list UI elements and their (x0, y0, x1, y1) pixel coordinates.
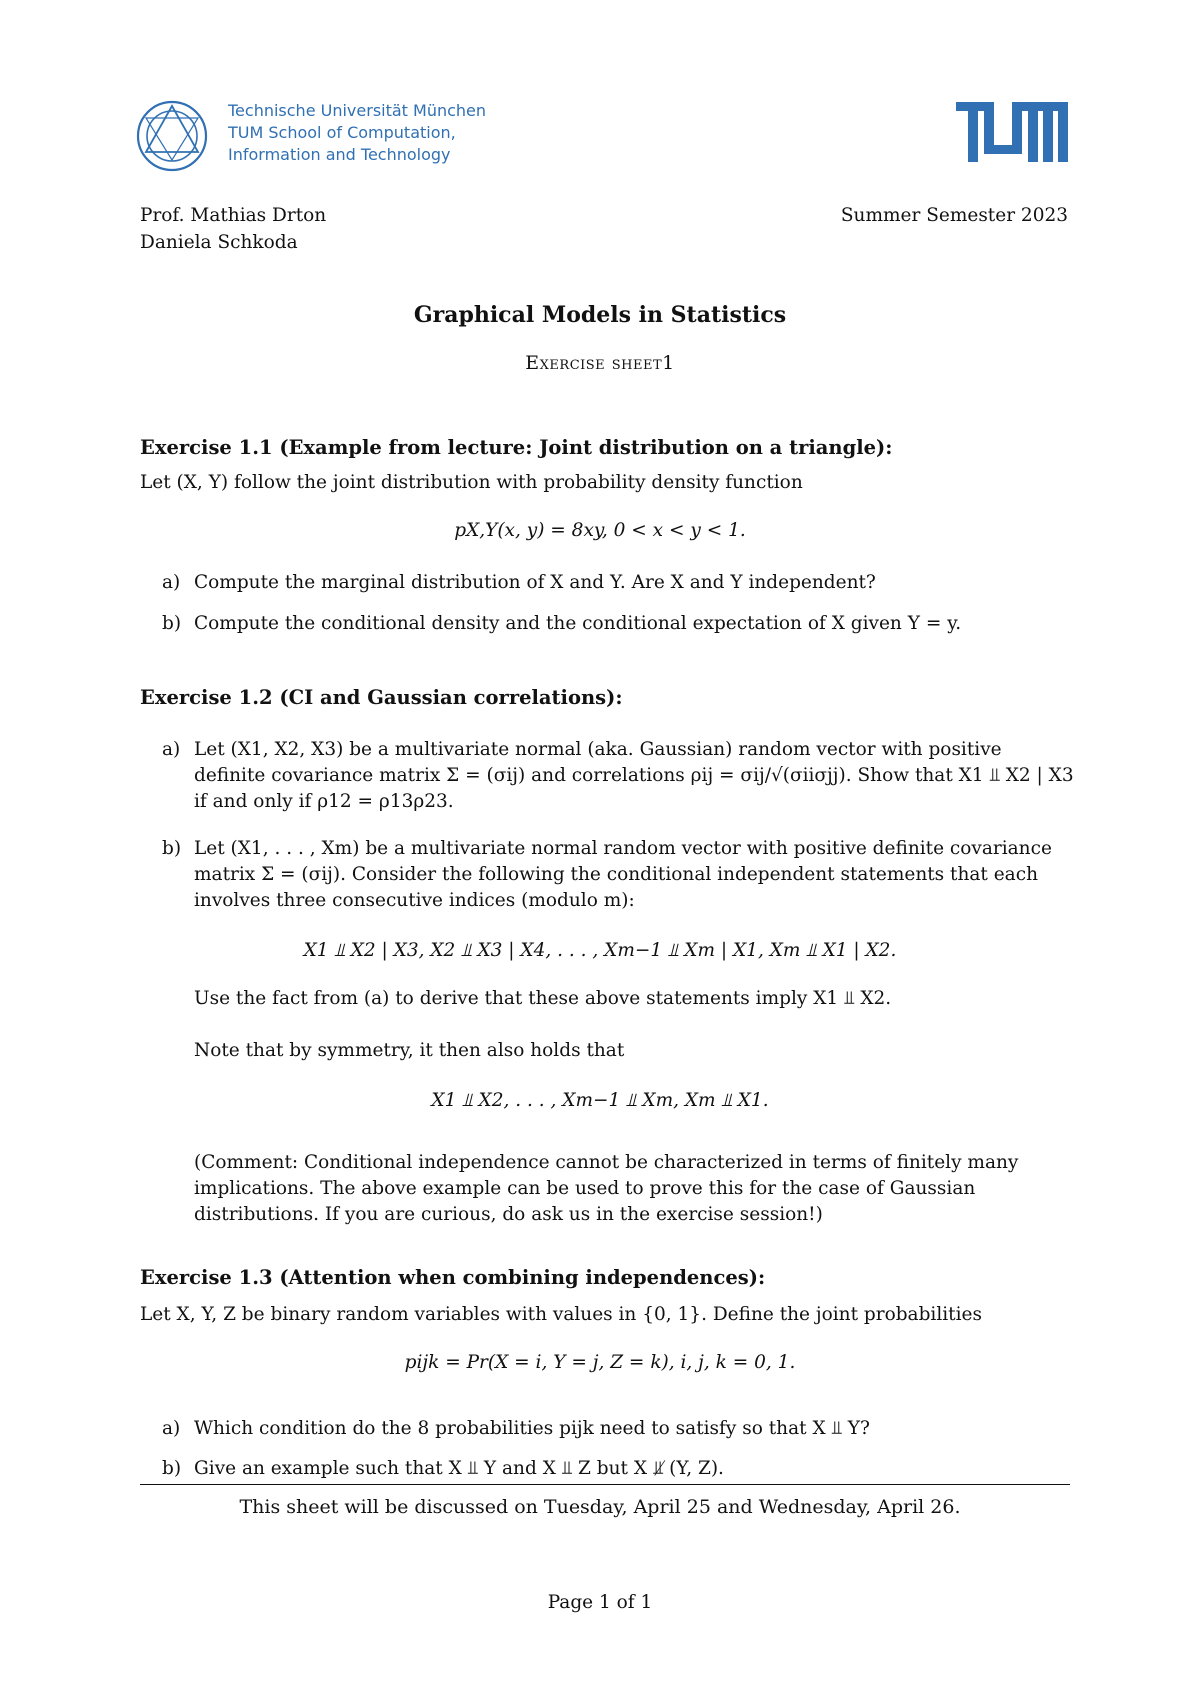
exercise-1-3-item-b: b) Give an example such that X ⫫ Y and X ⫫ Z but X ⫫̸ (Y, Z). (162, 1458, 724, 1479)
semester: Summer Semester 2023 (840, 205, 1068, 226)
exercise-1-1-title: Exercise 1.1 (Example from lecture: Joint distribution on a triangle): (140, 436, 893, 459)
exercise-1-3-formula: pijk = Pr(X = i, Y = j, Z = k), i, j, k = 0, 1. (404, 1352, 796, 1373)
page-number: Page 1 of 1 (547, 1592, 653, 1613)
exercise-1-2-note: Note that by symmetry, it then also holds that (194, 1040, 625, 1061)
exercise-1-2-comment: (Comment: Conditional independence cannot be characterized in terms of finitely many implications. The above example can be used to prove this for the case of Gaussian distributions. If you are curious, do ask us in the exercise session!) (194, 1152, 1019, 1225)
footer-divider (140, 1484, 1070, 1485)
exercise-1-1-item-b: b) Compute the conditional density and the conditional expectation of X given Y = y. (162, 613, 962, 634)
exercise-1-1-intro: Let (X, Y) follow the joint distribution with probability density function (140, 472, 803, 493)
tum-logo (956, 102, 1068, 162)
exercise-1-1-item-a: a) Compute the marginal distribution of X and Y. Are X and Y independent? (162, 572, 876, 593)
exercise-1-2-item-a: a) Let (X1, X2, X3) be a multivariate normal (aka. Gaussian) random vector with positive definite covariance matrix Σ = (σij) and correlations ρij = σij/√(σiiσjj). Show that X1 ⫫ X2 | X3 if and only if ρ12 = ρ13ρ23. (162, 739, 1074, 812)
discussion-note: This sheet will be discussed on Tuesday, April 25 and Wednesday, April 26. (239, 1496, 961, 1518)
exercise-1-2-formula-2: X1 ⫫ X2, . . . , Xm−1 ⫫ Xm, Xm ⫫ X1. (431, 1090, 769, 1111)
course-title: Graphical Models in Statistics (413, 302, 787, 328)
assistant-name: Daniela Schkoda (140, 232, 298, 253)
university-name: Technische Universität München TUM School of Computation, Information and Technology (228, 101, 487, 164)
exercise-1-2-title: Exercise 1.2 (CI and Gaussian correlations): (140, 686, 623, 709)
exercise-1-2-item-b: b) Let (X1, . . . , Xm) be a multivariate normal random vector with positive definite covariance matrix Σ = (σij). Consider the following the conditional independent statements that each involves three consecutive indices (modulo m): (162, 838, 1052, 911)
tum-circle-logo (136, 100, 208, 172)
professor-name: Prof. Mathias Drton (140, 205, 327, 226)
exercise-1-2-use: Use the fact from (a) to derive that these above statements imply X1 ⫫ X2. (194, 988, 892, 1009)
exercise-1-3-item-a: a) Which condition do the 8 probabilities pijk need to satisfy so that X ⫫ Y? (162, 1418, 870, 1439)
exercise-1-3-intro: Let X, Y, Z be binary random variables with values in {0, 1}. Define the joint probabilities (140, 1304, 982, 1325)
sheet-subtitle: Exercise sheet1 (525, 352, 675, 374)
exercise-1-1-formula: pX,Y(x, y) = 8xy, 0 < x < y < 1. (454, 520, 746, 541)
exercise-1-2-formula: X1 ⫫ X2 | X3, X2 ⫫ X3 | X4, . . . , Xm−1 ⫫ Xm | X1, Xm ⫫ X1 | X2. (303, 940, 897, 961)
exercise-1-3-title: Exercise 1.3 (Attention when combining independences): (140, 1266, 766, 1289)
